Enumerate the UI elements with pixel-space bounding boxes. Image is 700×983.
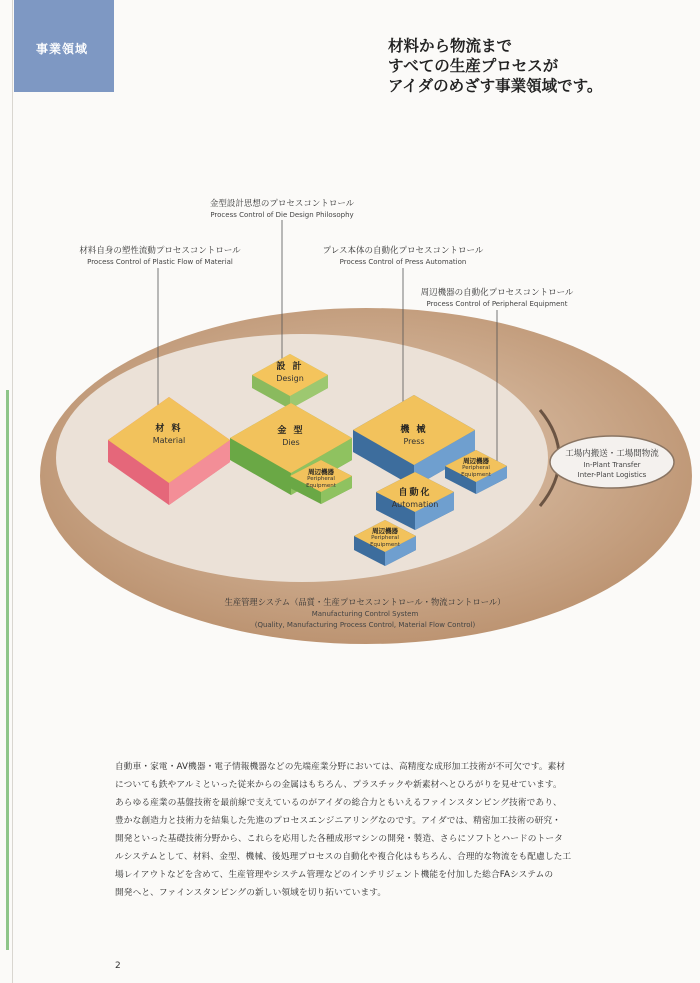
headline-line-3: アイダのめざす事業領域です。 xyxy=(388,77,603,95)
body-line: 場レイアウトなどを含めて、生産管理やシステム管理などのインテリジェント機能を付加した総合FAシステムの xyxy=(115,870,554,880)
body-line: ルシステムとして、材料、金型、機械、後処理プロセスの自動化や複合化はもちろん、合理的な物流をも配慮した工 xyxy=(115,852,572,862)
body-line: あらゆる産業の基盤技術を最前線で支えているのがアイダの総合力ともいえるファインスタンピング技術であり、 xyxy=(115,798,562,808)
peripheral-press-label: 周辺機器 Peripheral Equipment xyxy=(461,457,491,478)
body-paragraph xyxy=(115,758,595,902)
logistics-label: 工場内搬送・工場間物流 In-Plant Transfer Inter-Plant Logistics xyxy=(565,449,659,479)
design-label: 設 計 Design xyxy=(276,362,304,383)
body-line: についても鉄やアルミといった従来からの金属はもちろん、プラスチックや新素材へとひろがりを見せています。 xyxy=(115,780,562,790)
peripheral-dies-label: 周辺機器 Peripheral Equipment xyxy=(306,468,336,489)
press-label: 機 械 Press xyxy=(400,425,428,446)
headline-line-2: すべての生産プロセスが xyxy=(388,57,559,75)
system-label: 生産管理システム（品質・生産プロセスコントロール・物流コントロール） Manufacturing Control System (Quality, Manufacturing Process Control, Material Flow Control) xyxy=(224,597,506,629)
page-number: 2 xyxy=(115,961,121,971)
section-tab-label: 事業領域 xyxy=(36,42,89,56)
dies-label: 金 型 Dies xyxy=(277,426,305,447)
body-line: 開発へと、ファインスタンピングの新しい領域を切り拓いています。 xyxy=(115,888,387,898)
peripheral-automation-label: 周辺機器 Peripheral Equipment xyxy=(370,527,400,548)
body-line: 豊かな創造力と技術力を結集した先進のプロセスエンジニアリングなのです。アイダでは、精密加工技術の研究・ xyxy=(115,816,561,826)
callout-press-automation: プレス本体の自動化プロセスコントロール Process Control of Press Automation xyxy=(322,246,484,266)
automation-label: 自動化 Automation xyxy=(391,488,439,509)
callout-peripheral: 周辺機器の自動化プロセスコントロール Process Control of Peripheral Equipment xyxy=(420,288,574,308)
callout-material-flow: 材料自身の塑性流動プロセスコントロール Process Control of Plastic Flow of Material xyxy=(79,246,241,266)
headline-line-1: 材料から物流まで xyxy=(388,37,513,55)
body-line: 開発といった基礎技術分野から、これらを応用した各種成形マシンの開発・製造、さらにソフトとハードのトータ xyxy=(115,834,563,844)
body-line: 自動車・家電・AV機器・電子情報機器などの先端産業分野においては、高精度な成形加工技術が不可欠です。素材 xyxy=(115,762,566,772)
material-label: 材 料 Material xyxy=(152,424,186,445)
callout-die-design: 金型設計思想のプロセスコントロール Process Control of Die Design Philosophy xyxy=(209,199,355,219)
